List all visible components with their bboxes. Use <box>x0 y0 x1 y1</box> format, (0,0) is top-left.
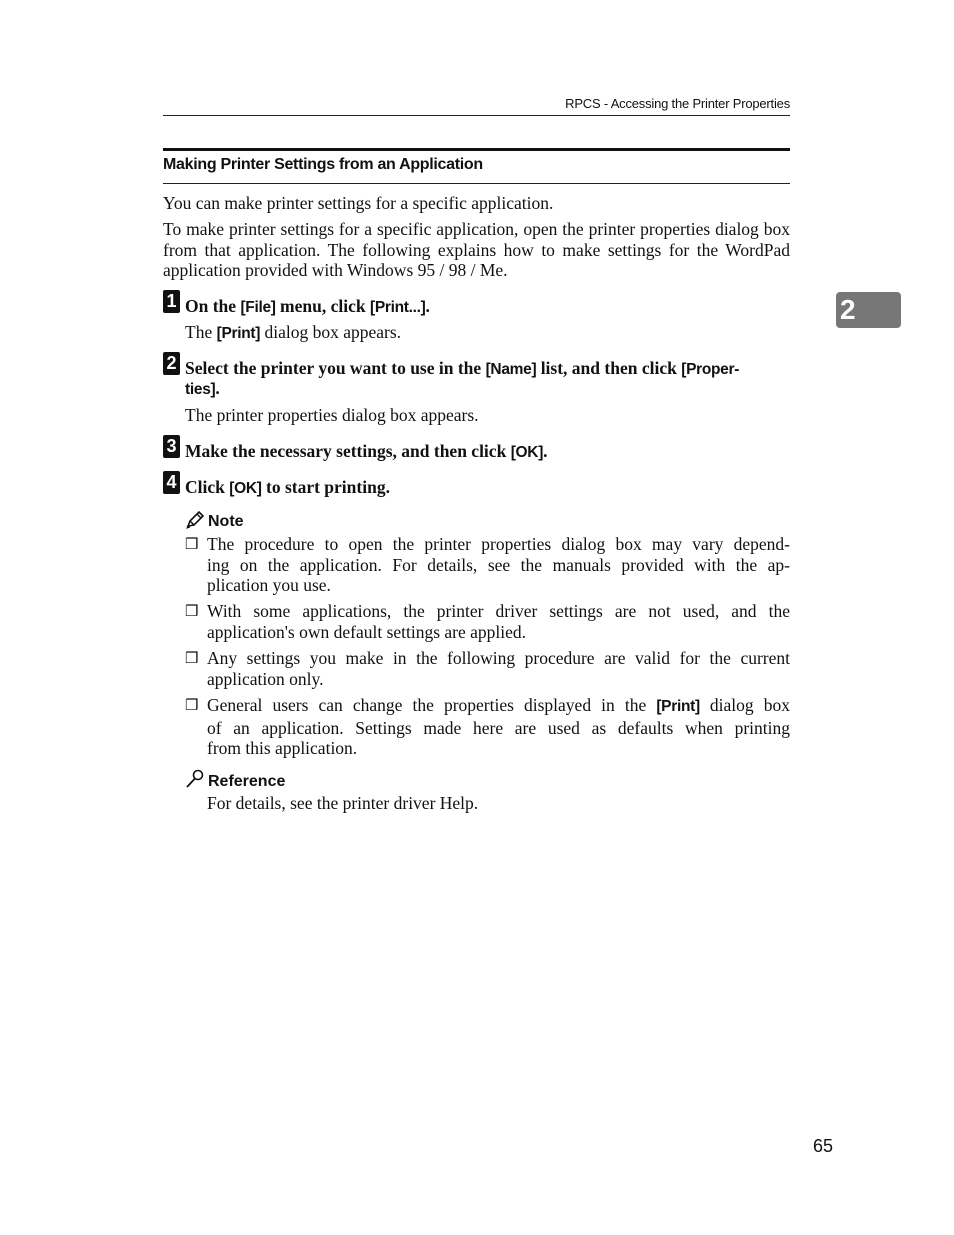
chapter-number: 2 <box>840 294 856 325</box>
print-command-keyword: [Print...] <box>369 299 426 316</box>
step-4-number: 4 <box>163 471 180 494</box>
note-bullet-1: ❒ <box>185 537 199 553</box>
intro-paragraph-1: You can make printer settings for a specific application. <box>163 193 554 213</box>
note-item-1: The procedure to open the printer properties dialog box may vary depend- ing on the application. For details, see the manuals provided with the ap- plication you use. <box>207 534 790 595</box>
ok-button-keyword-2: [OK] <box>229 480 262 497</box>
note-item-2: With some applications, the printer driver settings are not used, and the application's own default settings are applied. <box>207 601 790 642</box>
chapter-tab <box>836 292 901 328</box>
note-item-3: Any settings you make in the following procedure are valid for the current application only. <box>207 648 790 689</box>
section-title: Making Printer Settings from an Application <box>163 156 483 173</box>
reference-heading: Reference <box>185 769 285 791</box>
step-2-instruction-cont: ties]. <box>185 378 220 398</box>
note-bullet-3: ❒ <box>185 651 199 667</box>
reference-text: For details, see the printer driver Help. <box>207 793 479 813</box>
magnifier-icon <box>185 769 205 789</box>
step-2-number: 2 <box>163 352 180 375</box>
step-3-number: 3 <box>163 435 180 458</box>
step-4-instruction: Click [OK] to start printing. <box>185 477 390 497</box>
note-item-4: General users can change the properties displayed in the [Print] dialog box of an application. Settings made here are used as defaults when printing from this application. <box>207 695 790 758</box>
section-top-rule <box>163 148 790 151</box>
step-1-result: The [Print] dialog box appears. <box>185 322 402 342</box>
step-2-result: The printer properties dialog box appears. <box>185 405 479 425</box>
step-1-instruction: On the [File] menu, click [Print...]. <box>185 296 430 316</box>
pencil-icon <box>185 511 205 529</box>
properties-button-keyword: [Proper- <box>681 361 740 378</box>
step-1-number: 1 <box>163 290 180 313</box>
name-list-keyword: [Name] <box>485 361 537 378</box>
file-menu-keyword: [File] <box>240 299 276 316</box>
section-bottom-rule <box>163 183 790 184</box>
step-3-instruction: Make the necessary settings, and then click [OK]. <box>185 441 548 461</box>
note-bullet-2: ❒ <box>185 604 199 620</box>
running-header: RPCS - Accessing the Printer Properties <box>565 96 790 111</box>
page-number: 65 <box>813 1136 834 1156</box>
header-rule <box>163 115 790 116</box>
note-heading: Note <box>185 511 244 531</box>
step-2-instruction: Select the printer you want to use in the [Name] list, and then click [Proper- <box>185 358 740 378</box>
print-dialog-keyword-2: [Print] <box>656 698 700 715</box>
intro-paragraph-2: To make printer settings for a specific application, open the printer properties dialog box from that application. The following explains how to make settings for the WordPad application provided with Windows 95 / 98 / Me. <box>163 219 790 280</box>
note-bullet-4: ❒ <box>185 698 199 714</box>
print-dialog-keyword: [Print] <box>216 325 261 342</box>
ok-button-keyword: [OK] <box>510 444 544 461</box>
